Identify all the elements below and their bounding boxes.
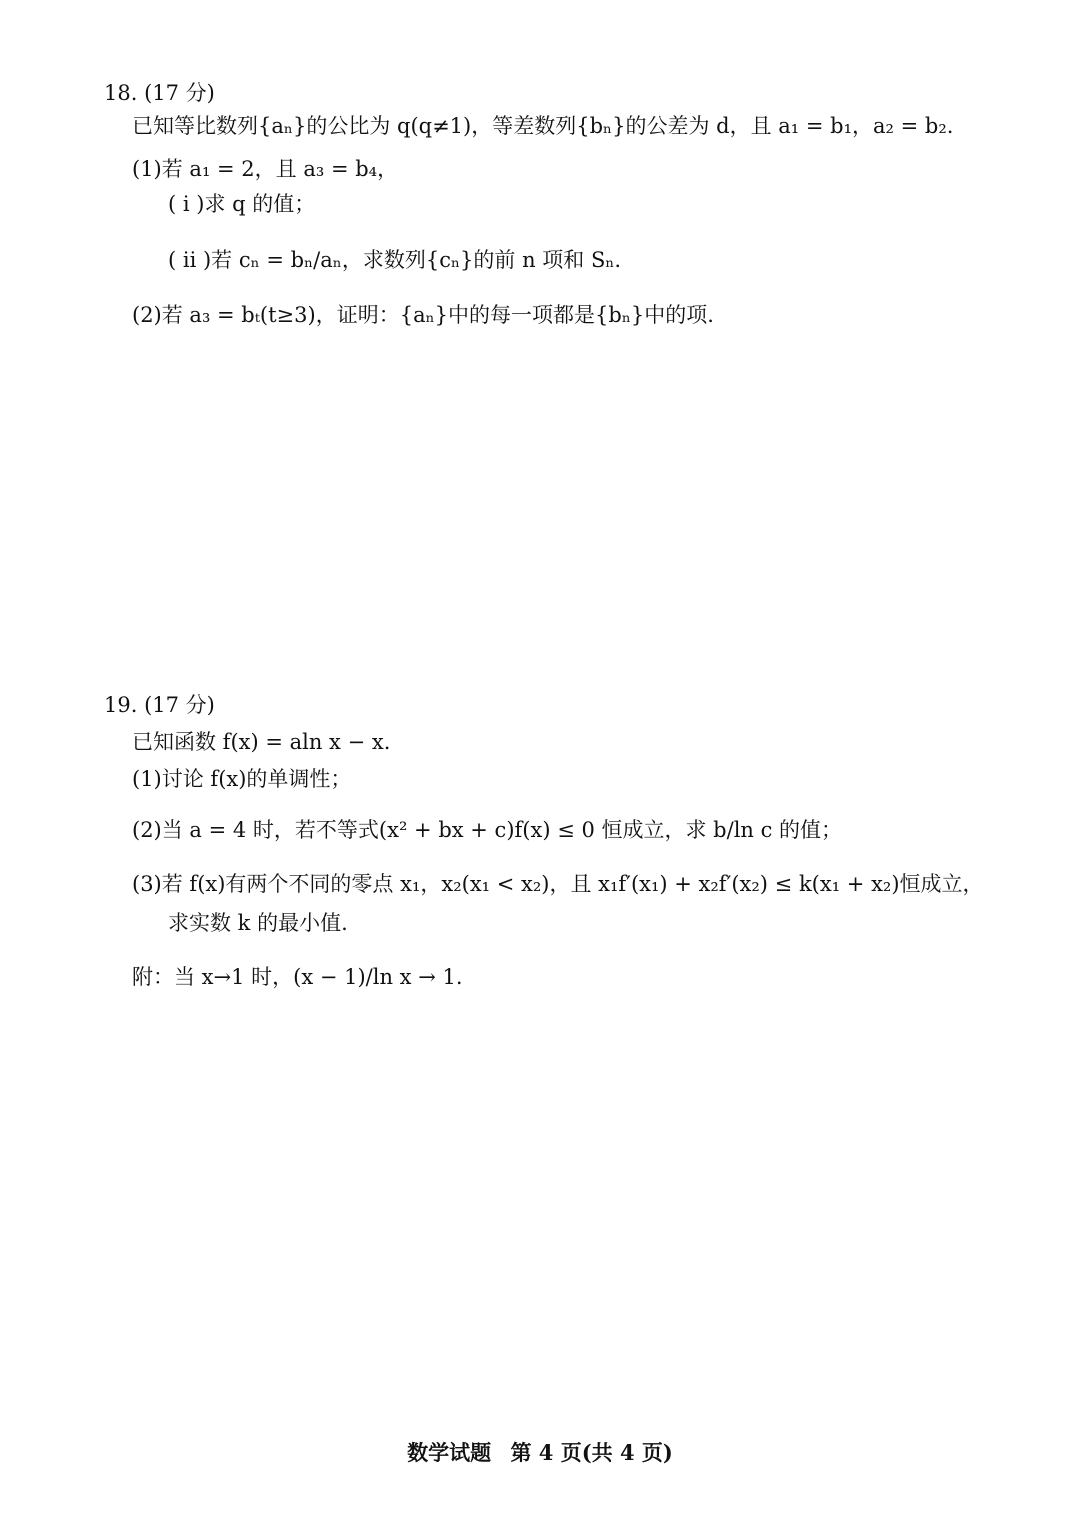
q18-part2: (2)若 a₃ = bₜ(t≥3)，证明：{aₙ}中的每一项都是{bₙ}中的项. bbox=[132, 303, 714, 327]
footer-page: 第 4 页(共 4 页) bbox=[510, 1440, 673, 1465]
q19-part3-line2: 求实数 k 的最小值. bbox=[168, 911, 348, 935]
q18-header: 18. (17 分) bbox=[104, 81, 215, 105]
q18-stem: 已知等比数列{aₙ}的公比为 q(q≠1)，等差数列{bₙ}的公差为 d，且 a₁ = b₁，a₂ = b₂. bbox=[132, 114, 954, 138]
page-footer bbox=[0, 1437, 1080, 1467]
q19-part2: (2)当 a = 4 时，若不等式(x² + bx + c)f(x) ≤ 0 恒成立，求 b/ln c 的值； bbox=[132, 818, 843, 842]
q19-header: 19. (17 分) bbox=[104, 693, 215, 717]
q19-stem: 已知函数 f(x) = aln x − x. bbox=[132, 730, 391, 754]
q18-part1: (1)若 a₁ = 2，且 a₃ = b₄， bbox=[132, 157, 399, 181]
footer-subject: 数学试题 bbox=[407, 1440, 492, 1465]
q19-part3-line1: (3)若 f(x)有两个不同的零点 x₁，x₂(x₁ < x₂)，且 x₁f′(x₁) + x₂f′(x₂) ≤ k(x₁ + x₂)恒成立， bbox=[132, 872, 984, 896]
q19-part1: (1)讨论 f(x)的单调性； bbox=[132, 767, 352, 791]
q18-part1-i: ( i )求 q 的值； bbox=[168, 192, 316, 216]
q18-part1-ii: ( ii )若 cₙ = bₙ/aₙ，求数列{cₙ}的前 n 项和 Sₙ. bbox=[168, 248, 622, 272]
q19-note: 附：当 x→1 时，(x − 1)/ln x → 1. bbox=[132, 965, 463, 989]
